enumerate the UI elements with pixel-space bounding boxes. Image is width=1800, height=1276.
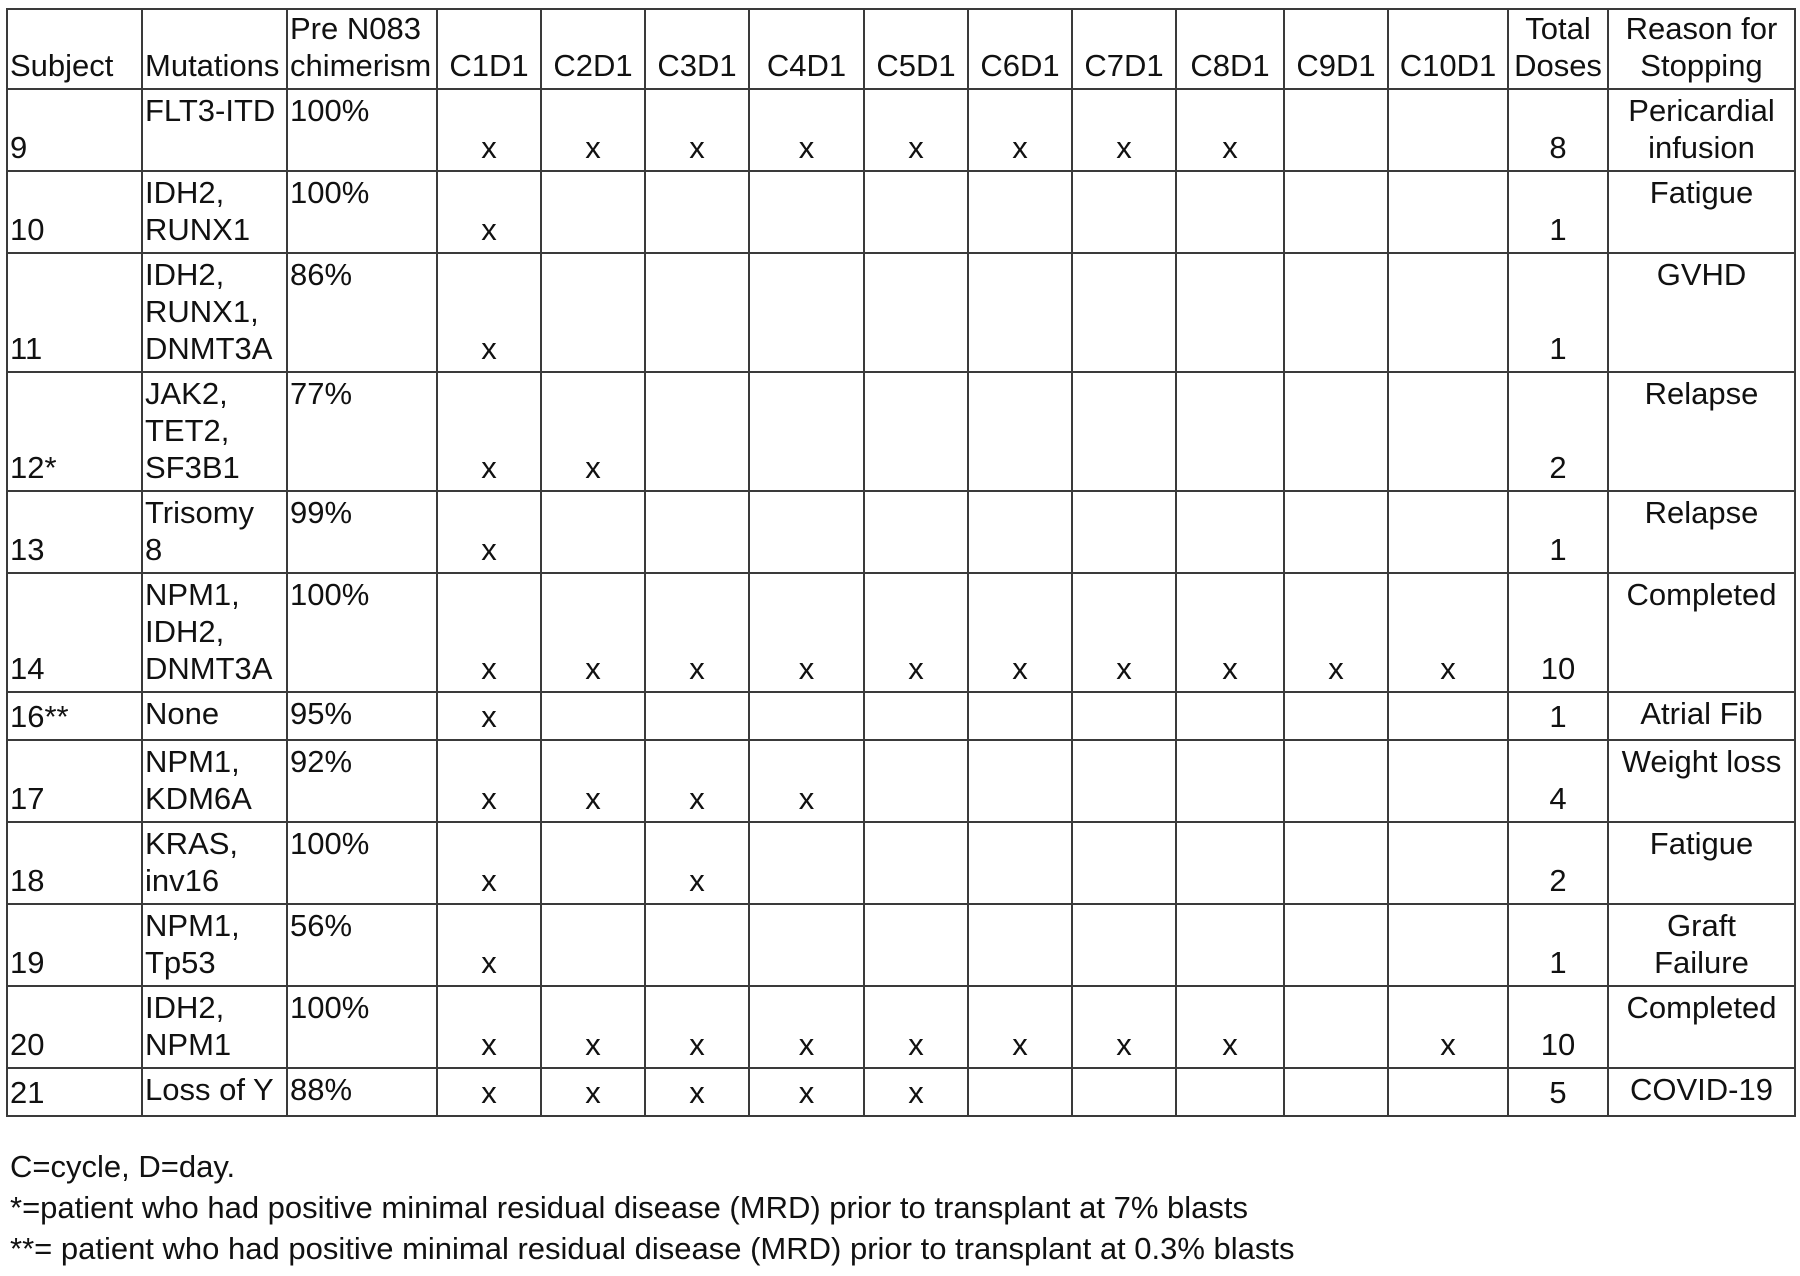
cell-dose-c9d1	[1284, 253, 1388, 372]
cell-dose-c3d1	[645, 692, 749, 740]
col-header-c5d1: C5D1	[864, 9, 968, 89]
cell-dose-c1d1: x	[437, 573, 541, 692]
cell-dose-c2d1	[541, 253, 645, 372]
footnote-abbreviations: C=cycle, D=day.	[10, 1149, 236, 1184]
table-row	[7, 491, 1795, 573]
cell-chimerism: 100%	[287, 573, 437, 692]
col-header-c1d1: C1D1	[437, 9, 541, 89]
cell-dose-c5d1	[864, 171, 968, 253]
cell-dose-c2d1: x	[541, 1068, 645, 1116]
cell-dose-c5d1	[864, 740, 968, 822]
cell-dose-c7d1	[1072, 253, 1176, 372]
cell-chimerism: 100%	[287, 986, 437, 1068]
cell-chimerism: 92%	[287, 740, 437, 822]
cell-dose-c4d1: x	[749, 1068, 864, 1116]
cell-mutations: IDH2, RUNX1, DNMT3A	[142, 253, 287, 372]
cell-dose-c5d1	[864, 491, 968, 573]
cell-mutations: KRAS, inv16	[142, 822, 287, 904]
cell-total-doses: 8	[1508, 89, 1608, 171]
cell-dose-c4d1	[749, 372, 864, 491]
cell-total-doses: 1	[1508, 253, 1608, 372]
cell-dose-c8d1	[1176, 372, 1284, 491]
col-header-mutations: Mutations	[142, 9, 287, 89]
cell-chimerism: 77%	[287, 372, 437, 491]
cell-dose-c6d1: x	[968, 573, 1072, 692]
cell-dose-c10d1	[1388, 904, 1508, 986]
cell-dose-c7d1: x	[1072, 573, 1176, 692]
cell-reason: GVHD	[1608, 253, 1795, 372]
cell-dose-c8d1	[1176, 692, 1284, 740]
cell-dose-c4d1	[749, 904, 864, 986]
cell-dose-c6d1	[968, 491, 1072, 573]
col-header-reason: Reason for Stopping	[1608, 9, 1795, 89]
cell-dose-c2d1	[541, 822, 645, 904]
cell-dose-c10d1	[1388, 740, 1508, 822]
cell-chimerism: 56%	[287, 904, 437, 986]
col-header-c2d1: C2D1	[541, 9, 645, 89]
cell-dose-c5d1	[864, 692, 968, 740]
cell-subject: 10	[7, 171, 142, 253]
cell-dose-c8d1: x	[1176, 986, 1284, 1068]
cell-dose-c1d1: x	[437, 1068, 541, 1116]
footnote-single-asterisk: *=patient who had positive minimal residual disease (MRD) prior to transplant at 7% blasts	[10, 1190, 1249, 1225]
cell-dose-c9d1	[1284, 89, 1388, 171]
cell-dose-c5d1: x	[864, 573, 968, 692]
cell-dose-c7d1	[1072, 904, 1176, 986]
cell-dose-c9d1	[1284, 491, 1388, 573]
cell-total-doses: 5	[1508, 1068, 1608, 1116]
table-row	[7, 372, 1795, 491]
cell-subject: 16**	[7, 692, 142, 740]
cell-chimerism: 95%	[287, 692, 437, 740]
cell-total-doses: 2	[1508, 822, 1608, 904]
cell-dose-c4d1	[749, 822, 864, 904]
col-header-c6d1: C6D1	[968, 9, 1072, 89]
cell-dose-c10d1	[1388, 1068, 1508, 1116]
cell-dose-c9d1	[1284, 1068, 1388, 1116]
cell-mutations: IDH2, RUNX1	[142, 171, 287, 253]
footnote-double-asterisk: **= patient who had positive minimal residual disease (MRD) prior to transplant at 0.3% blasts	[10, 1231, 1295, 1266]
cell-subject: 18	[7, 822, 142, 904]
table-row	[7, 573, 1795, 692]
cell-subject: 21	[7, 1068, 142, 1116]
cell-dose-c10d1	[1388, 89, 1508, 171]
cell-dose-c6d1	[968, 904, 1072, 986]
cell-dose-c10d1: x	[1388, 986, 1508, 1068]
cell-dose-c3d1	[645, 253, 749, 372]
table-row	[7, 740, 1795, 822]
cell-dose-c9d1	[1284, 822, 1388, 904]
cell-subject: 13	[7, 491, 142, 573]
cell-chimerism: 99%	[287, 491, 437, 573]
cell-dose-c8d1	[1176, 904, 1284, 986]
cell-dose-c8d1	[1176, 253, 1284, 372]
cell-dose-c4d1	[749, 171, 864, 253]
cell-dose-c1d1: x	[437, 171, 541, 253]
cell-dose-c2d1	[541, 692, 645, 740]
cell-dose-c8d1	[1176, 822, 1284, 904]
cell-dose-c8d1	[1176, 740, 1284, 822]
cell-dose-c9d1	[1284, 692, 1388, 740]
cell-dose-c5d1: x	[864, 1068, 968, 1116]
cell-dose-c3d1: x	[645, 573, 749, 692]
cell-dose-c9d1	[1284, 372, 1388, 491]
cell-subject: 19	[7, 904, 142, 986]
cell-subject: 12*	[7, 372, 142, 491]
cell-dose-c7d1: x	[1072, 986, 1176, 1068]
footnotes	[10, 1146, 1295, 1269]
cell-reason: Graft Failure	[1608, 904, 1795, 986]
cell-total-doses: 10	[1508, 986, 1608, 1068]
cell-mutations: None	[142, 692, 287, 740]
cell-total-doses: 1	[1508, 171, 1608, 253]
cell-dose-c1d1: x	[437, 491, 541, 573]
cell-dose-c8d1: x	[1176, 89, 1284, 171]
cell-dose-c9d1	[1284, 740, 1388, 822]
cell-dose-c5d1	[864, 904, 968, 986]
cell-total-doses: 1	[1508, 692, 1608, 740]
cell-subject: 14	[7, 573, 142, 692]
cell-dose-c1d1: x	[437, 986, 541, 1068]
cell-dose-c9d1: x	[1284, 573, 1388, 692]
cell-chimerism: 100%	[287, 89, 437, 171]
cell-chimerism: 86%	[287, 253, 437, 372]
cell-dose-c3d1	[645, 171, 749, 253]
cell-dose-c7d1	[1072, 171, 1176, 253]
cell-dose-c10d1	[1388, 171, 1508, 253]
cell-reason: Relapse	[1608, 491, 1795, 573]
cell-mutations: Trisomy 8	[142, 491, 287, 573]
cell-mutations: NPM1, Tp53	[142, 904, 287, 986]
cell-dose-c2d1: x	[541, 372, 645, 491]
cell-dose-c1d1: x	[437, 904, 541, 986]
cell-reason: Weight loss	[1608, 740, 1795, 822]
cell-dose-c4d1: x	[749, 740, 864, 822]
header-row	[7, 9, 1795, 89]
cell-dose-c6d1: x	[968, 89, 1072, 171]
cell-dose-c4d1: x	[749, 986, 864, 1068]
cell-dose-c2d1: x	[541, 986, 645, 1068]
cell-reason: Fatigue	[1608, 171, 1795, 253]
col-header-c7d1: C7D1	[1072, 9, 1176, 89]
cell-dose-c2d1: x	[541, 89, 645, 171]
cell-dose-c6d1	[968, 1068, 1072, 1116]
cell-dose-c5d1: x	[864, 986, 968, 1068]
cell-total-doses: 10	[1508, 573, 1608, 692]
cell-dose-c8d1: x	[1176, 573, 1284, 692]
cell-dose-c3d1: x	[645, 89, 749, 171]
cell-dose-c8d1	[1176, 171, 1284, 253]
cell-total-doses: 1	[1508, 491, 1608, 573]
cell-dose-c8d1	[1176, 491, 1284, 573]
cell-dose-c10d1	[1388, 372, 1508, 491]
cell-dose-c3d1	[645, 372, 749, 491]
cell-dose-c9d1	[1284, 171, 1388, 253]
cell-dose-c5d1	[864, 372, 968, 491]
cell-dose-c10d1	[1388, 822, 1508, 904]
cell-subject: 9	[7, 89, 142, 171]
cell-chimerism: 100%	[287, 171, 437, 253]
cell-subject: 20	[7, 986, 142, 1068]
table-row	[7, 1068, 1795, 1116]
col-header-c8d1: C8D1	[1176, 9, 1284, 89]
cell-total-doses: 4	[1508, 740, 1608, 822]
cell-dose-c1d1: x	[437, 89, 541, 171]
cell-dose-c9d1	[1284, 904, 1388, 986]
cell-dose-c3d1: x	[645, 986, 749, 1068]
cell-dose-c6d1	[968, 740, 1072, 822]
cell-subject: 17	[7, 740, 142, 822]
cell-mutations: Loss of Y	[142, 1068, 287, 1116]
cell-dose-c7d1	[1072, 740, 1176, 822]
table-row	[7, 89, 1795, 171]
cell-dose-c2d1: x	[541, 740, 645, 822]
cell-total-doses: 2	[1508, 372, 1608, 491]
table-body	[7, 89, 1795, 1116]
cell-dose-c9d1	[1284, 986, 1388, 1068]
cell-dose-c2d1: x	[541, 573, 645, 692]
cell-dose-c3d1: x	[645, 1068, 749, 1116]
col-header-c9d1: C9D1	[1284, 9, 1388, 89]
cell-mutations: NPM1, IDH2, DNMT3A	[142, 573, 287, 692]
cell-reason: Pericardial infusion	[1608, 89, 1795, 171]
cell-dose-c10d1	[1388, 253, 1508, 372]
cell-reason: Completed	[1608, 573, 1795, 692]
cell-mutations: NPM1, KDM6A	[142, 740, 287, 822]
cell-reason: Completed	[1608, 986, 1795, 1068]
cell-chimerism: 100%	[287, 822, 437, 904]
cell-dose-c2d1	[541, 491, 645, 573]
cell-chimerism: 88%	[287, 1068, 437, 1116]
cell-reason: COVID-19	[1608, 1068, 1795, 1116]
cell-reason: Relapse	[1608, 372, 1795, 491]
col-header-chimerism: Pre N083 chimerism	[287, 9, 437, 89]
dosing-table	[6, 8, 1796, 1117]
cell-dose-c6d1	[968, 253, 1072, 372]
cell-dose-c4d1	[749, 692, 864, 740]
cell-total-doses: 1	[1508, 904, 1608, 986]
col-header-c4d1: C4D1	[749, 9, 864, 89]
cell-dose-c8d1	[1176, 1068, 1284, 1116]
cell-dose-c3d1	[645, 904, 749, 986]
cell-dose-c2d1	[541, 171, 645, 253]
col-header-subject: Subject	[7, 9, 142, 89]
cell-dose-c7d1: x	[1072, 89, 1176, 171]
cell-dose-c4d1	[749, 253, 864, 372]
cell-dose-c4d1: x	[749, 89, 864, 171]
cell-dose-c7d1	[1072, 822, 1176, 904]
cell-dose-c6d1	[968, 822, 1072, 904]
cell-dose-c1d1: x	[437, 253, 541, 372]
cell-dose-c5d1	[864, 822, 968, 904]
cell-dose-c7d1	[1072, 372, 1176, 491]
cell-subject: 11	[7, 253, 142, 372]
cell-dose-c3d1: x	[645, 822, 749, 904]
cell-dose-c3d1	[645, 491, 749, 573]
cell-dose-c6d1	[968, 692, 1072, 740]
table-row	[7, 692, 1795, 740]
cell-mutations: FLT3-ITD	[142, 89, 287, 171]
cell-reason: Atrial Fib	[1608, 692, 1795, 740]
cell-dose-c1d1: x	[437, 740, 541, 822]
table-row	[7, 253, 1795, 372]
cell-dose-c6d1	[968, 372, 1072, 491]
cell-dose-c10d1: x	[1388, 573, 1508, 692]
cell-mutations: JAK2, TET2, SF3B1	[142, 372, 287, 491]
col-header-c3d1: C3D1	[645, 9, 749, 89]
cell-dose-c1d1: x	[437, 372, 541, 491]
cell-dose-c1d1: x	[437, 822, 541, 904]
cell-dose-c1d1: x	[437, 692, 541, 740]
col-header-c10d1: C10D1	[1388, 9, 1508, 89]
cell-dose-c10d1	[1388, 491, 1508, 573]
cell-dose-c10d1	[1388, 692, 1508, 740]
cell-dose-c6d1	[968, 171, 1072, 253]
cell-dose-c6d1: x	[968, 986, 1072, 1068]
cell-reason: Fatigue	[1608, 822, 1795, 904]
table-row	[7, 904, 1795, 986]
cell-dose-c4d1: x	[749, 573, 864, 692]
cell-dose-c2d1	[541, 904, 645, 986]
col-header-total-doses: Total Doses	[1508, 9, 1608, 89]
cell-dose-c7d1	[1072, 1068, 1176, 1116]
cell-dose-c4d1	[749, 491, 864, 573]
cell-dose-c7d1	[1072, 491, 1176, 573]
table-row	[7, 171, 1795, 253]
cell-mutations: IDH2, NPM1	[142, 986, 287, 1068]
table-row	[7, 986, 1795, 1068]
table-row	[7, 822, 1795, 904]
cell-dose-c7d1	[1072, 692, 1176, 740]
cell-dose-c5d1	[864, 253, 968, 372]
cell-dose-c5d1: x	[864, 89, 968, 171]
cell-dose-c3d1: x	[645, 740, 749, 822]
